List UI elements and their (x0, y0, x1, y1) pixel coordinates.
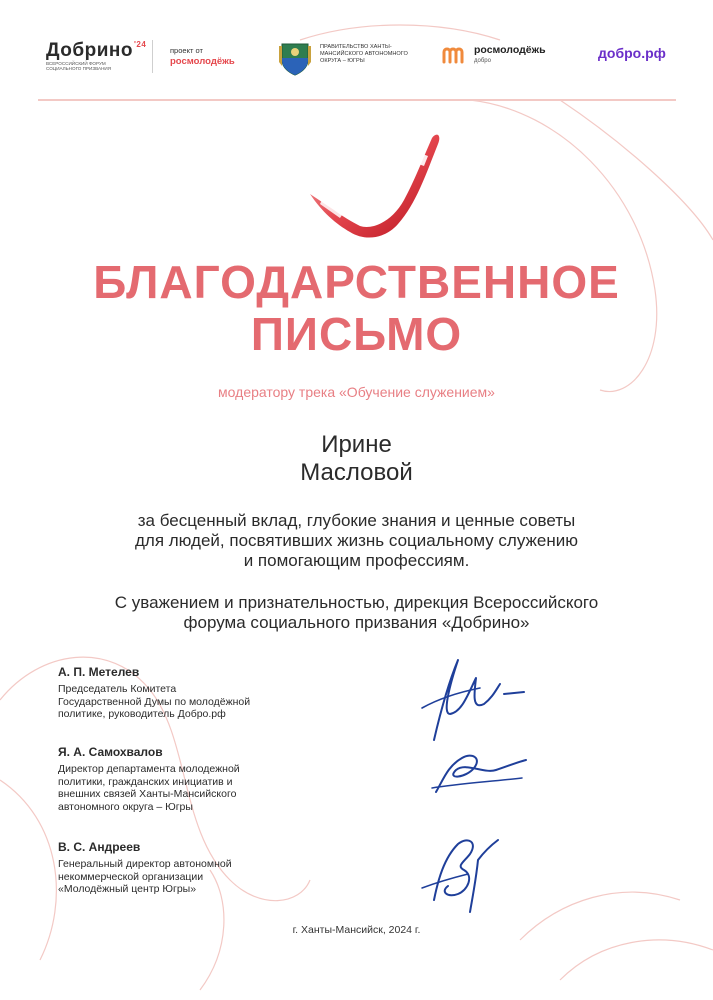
signer-role-line: автономного округа – Югры (58, 800, 193, 813)
checkmark-logo-icon (300, 126, 450, 246)
body-line: и помогающим профессиям. (243, 551, 470, 570)
signature-3 (418, 830, 508, 915)
signature-2 (426, 748, 530, 798)
body-paragraph (0, 511, 713, 571)
place-and-date: г. Ханты-Мансийск, 2024 г. (292, 924, 421, 936)
khmao-coat-of-arms-icon (278, 40, 312, 76)
signer-name: А. П. Метелев (58, 665, 140, 679)
signer-role (58, 858, 318, 896)
project-prefix: проект от (170, 46, 203, 55)
body-line: для людей, посвятивших жизнь социальному служению (134, 531, 578, 550)
certificate-title-line1: БЛАГОДАРСТВЕННОЕ (93, 256, 620, 308)
dobrino-subtitle: ВСЕРОССИЙСКИЙ ФОРУМ СОЦИАЛЬНОГО ПРИЗВАНИЯ (46, 61, 112, 72)
signer-role-line: политики, гражданских инициатив и (58, 775, 233, 788)
signer-role-line: политике, руководитель Добро.рф (58, 708, 226, 720)
body-line: за бесценный вклад, глубокие знания и ценные советы (137, 511, 576, 530)
project-brand: росмолодёжь (170, 56, 235, 67)
recipient-last-name: Масловой (300, 459, 413, 486)
signer-role (58, 763, 318, 813)
signer-role-line: внешних связей Ханты-Мансийского (58, 788, 237, 800)
signer-role (58, 683, 318, 721)
rosmolodezh-sub: добро (474, 58, 491, 64)
signer-name: Я. А. Самохвалов (58, 745, 163, 759)
header-divider (152, 40, 153, 73)
signer-role-line: «Молодёжный центр Югры» (58, 883, 197, 895)
recipient-first-name: Ирине (321, 431, 392, 458)
closing-paragraph (0, 593, 713, 633)
certificate-subtitle: модератору трека «Обучение служением» (218, 384, 495, 400)
signer-block (58, 840, 318, 896)
signer-role-line: Директор департамента молодежной (58, 763, 240, 775)
signature-1 (420, 654, 530, 744)
dobrino-name: Добрино (46, 40, 133, 61)
header-rule (38, 99, 676, 101)
signer-block (58, 665, 318, 721)
rosmolodezh-m-icon (441, 46, 471, 64)
dobrino-year: '24 (133, 40, 147, 49)
signer-role-line: Государственной Думы по молодёжной (58, 695, 251, 708)
government-name: ПРАВИТЕЛЬСТВО ХАНТЫ-МАНСИЙСКОГО АВТОНОМНОГО ОКРУГА – ЮГРЫ (320, 44, 408, 64)
signer-role-line: некоммерческой организации (58, 870, 204, 883)
closing-line: форума социального призвания «Добрино» (183, 613, 530, 632)
signer-name: В. С. Андреев (58, 840, 141, 854)
certificate-title-line2: ПИСЬМО (250, 308, 463, 360)
signer-block (58, 745, 318, 813)
signer-role-line: Председатель Комитета (58, 683, 177, 695)
signer-role-line: Генеральный директор автономной (58, 858, 232, 870)
dobro-rf-logo: добро.рф (598, 45, 666, 61)
dobrino-logo (46, 40, 146, 62)
closing-line: С уважением и признательностью, дирекция Всероссийского (114, 593, 599, 612)
rosmolodezh-name: росмолодёжь (474, 44, 546, 56)
